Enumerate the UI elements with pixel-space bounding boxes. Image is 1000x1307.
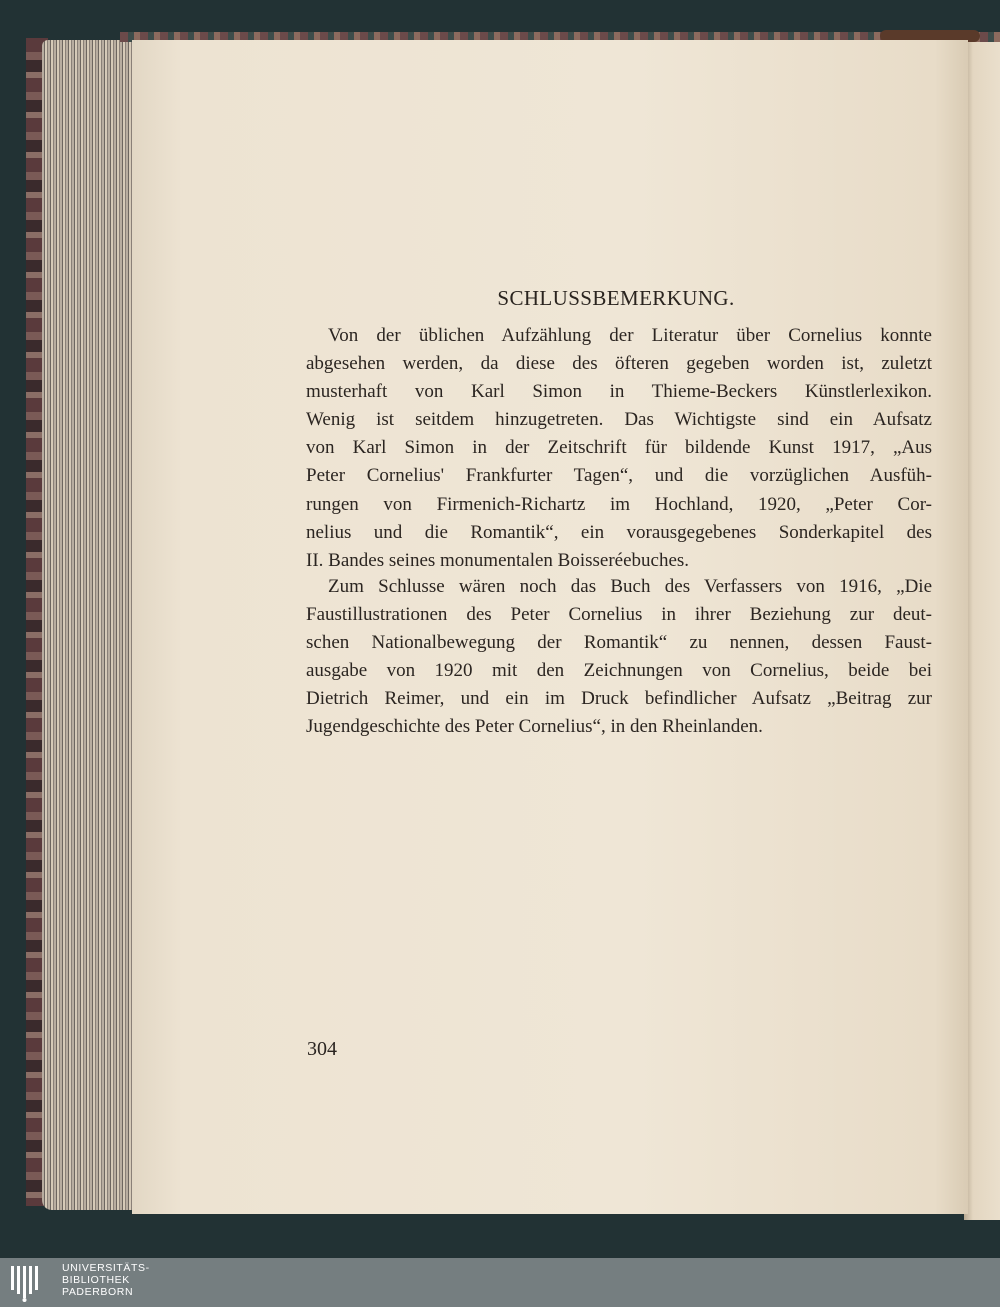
text-line: Jugendgeschichte des Peter Cornelius“, in den Rheinlanden.	[306, 716, 763, 738]
facing-page-edge	[964, 40, 1000, 1220]
library-logo-icon	[10, 1264, 46, 1302]
text-line: ausgabe von 1920 mit den Zeichnungen von Cornelius, beide bei	[306, 660, 932, 682]
text-line: Peter Cornelius' Frankfurter Tagen“, und die vorzüglichen Ausfüh-	[306, 465, 932, 487]
library-logo-bar	[0, 1258, 1000, 1307]
text-line: rungen von Firmenich-Richartz im Hochland, 1920, „Peter Cor-	[306, 493, 932, 515]
text-line: Wenig ist seitdem hinzugetreten. Das Wichtigste sind ein Aufsatz	[306, 409, 932, 431]
text-line: von Karl Simon in der Zeitschrift für bildende Kunst 1917, „Aus	[306, 437, 932, 459]
page-number: 304	[307, 1038, 337, 1060]
paragraph-2	[306, 573, 932, 742]
text-line: Von der üblichen Aufzählung der Literatur über Cornelius konnte	[328, 325, 932, 346]
page-heading: SCHLUSSBEMERKUNG.	[497, 286, 735, 310]
library-name-line: BIBLIOTHEK	[62, 1274, 130, 1286]
text-line: Faustillustrationen des Peter Cornelius in ihrer Beziehung zur deut-	[306, 604, 932, 626]
text-line: abgesehen werden, da diese des öfteren gegeben worden ist, zuletzt	[306, 353, 932, 375]
library-name-line: PADERBORN	[62, 1286, 134, 1298]
text-line: schen Nationalbewegung der Romantik“ zu nennen, dessen Faust-	[306, 632, 932, 654]
library-name	[62, 1262, 150, 1298]
library-name-line: UNIVERSITÄTS-	[62, 1262, 150, 1274]
paragraph-1	[306, 322, 932, 575]
text-line: Dietrich Reimer, und ein im Druck befindlicher Aufsatz „Beitrag zur	[306, 688, 932, 710]
text-line: II. Bandes seines monumentalen Boisseréebuches.	[306, 549, 690, 571]
text-line: nelius und die Romantik“, ein vorausgegebenes Sonderkapitel des	[306, 521, 932, 543]
text-line: Zum Schlusse wären noch das Buch des Verfassers von 1916, „Die	[328, 576, 932, 597]
text-line: musterhaft von Karl Simon in Thieme-Beckers Künstlerlexikon.	[306, 381, 932, 403]
page-edges	[42, 40, 134, 1210]
